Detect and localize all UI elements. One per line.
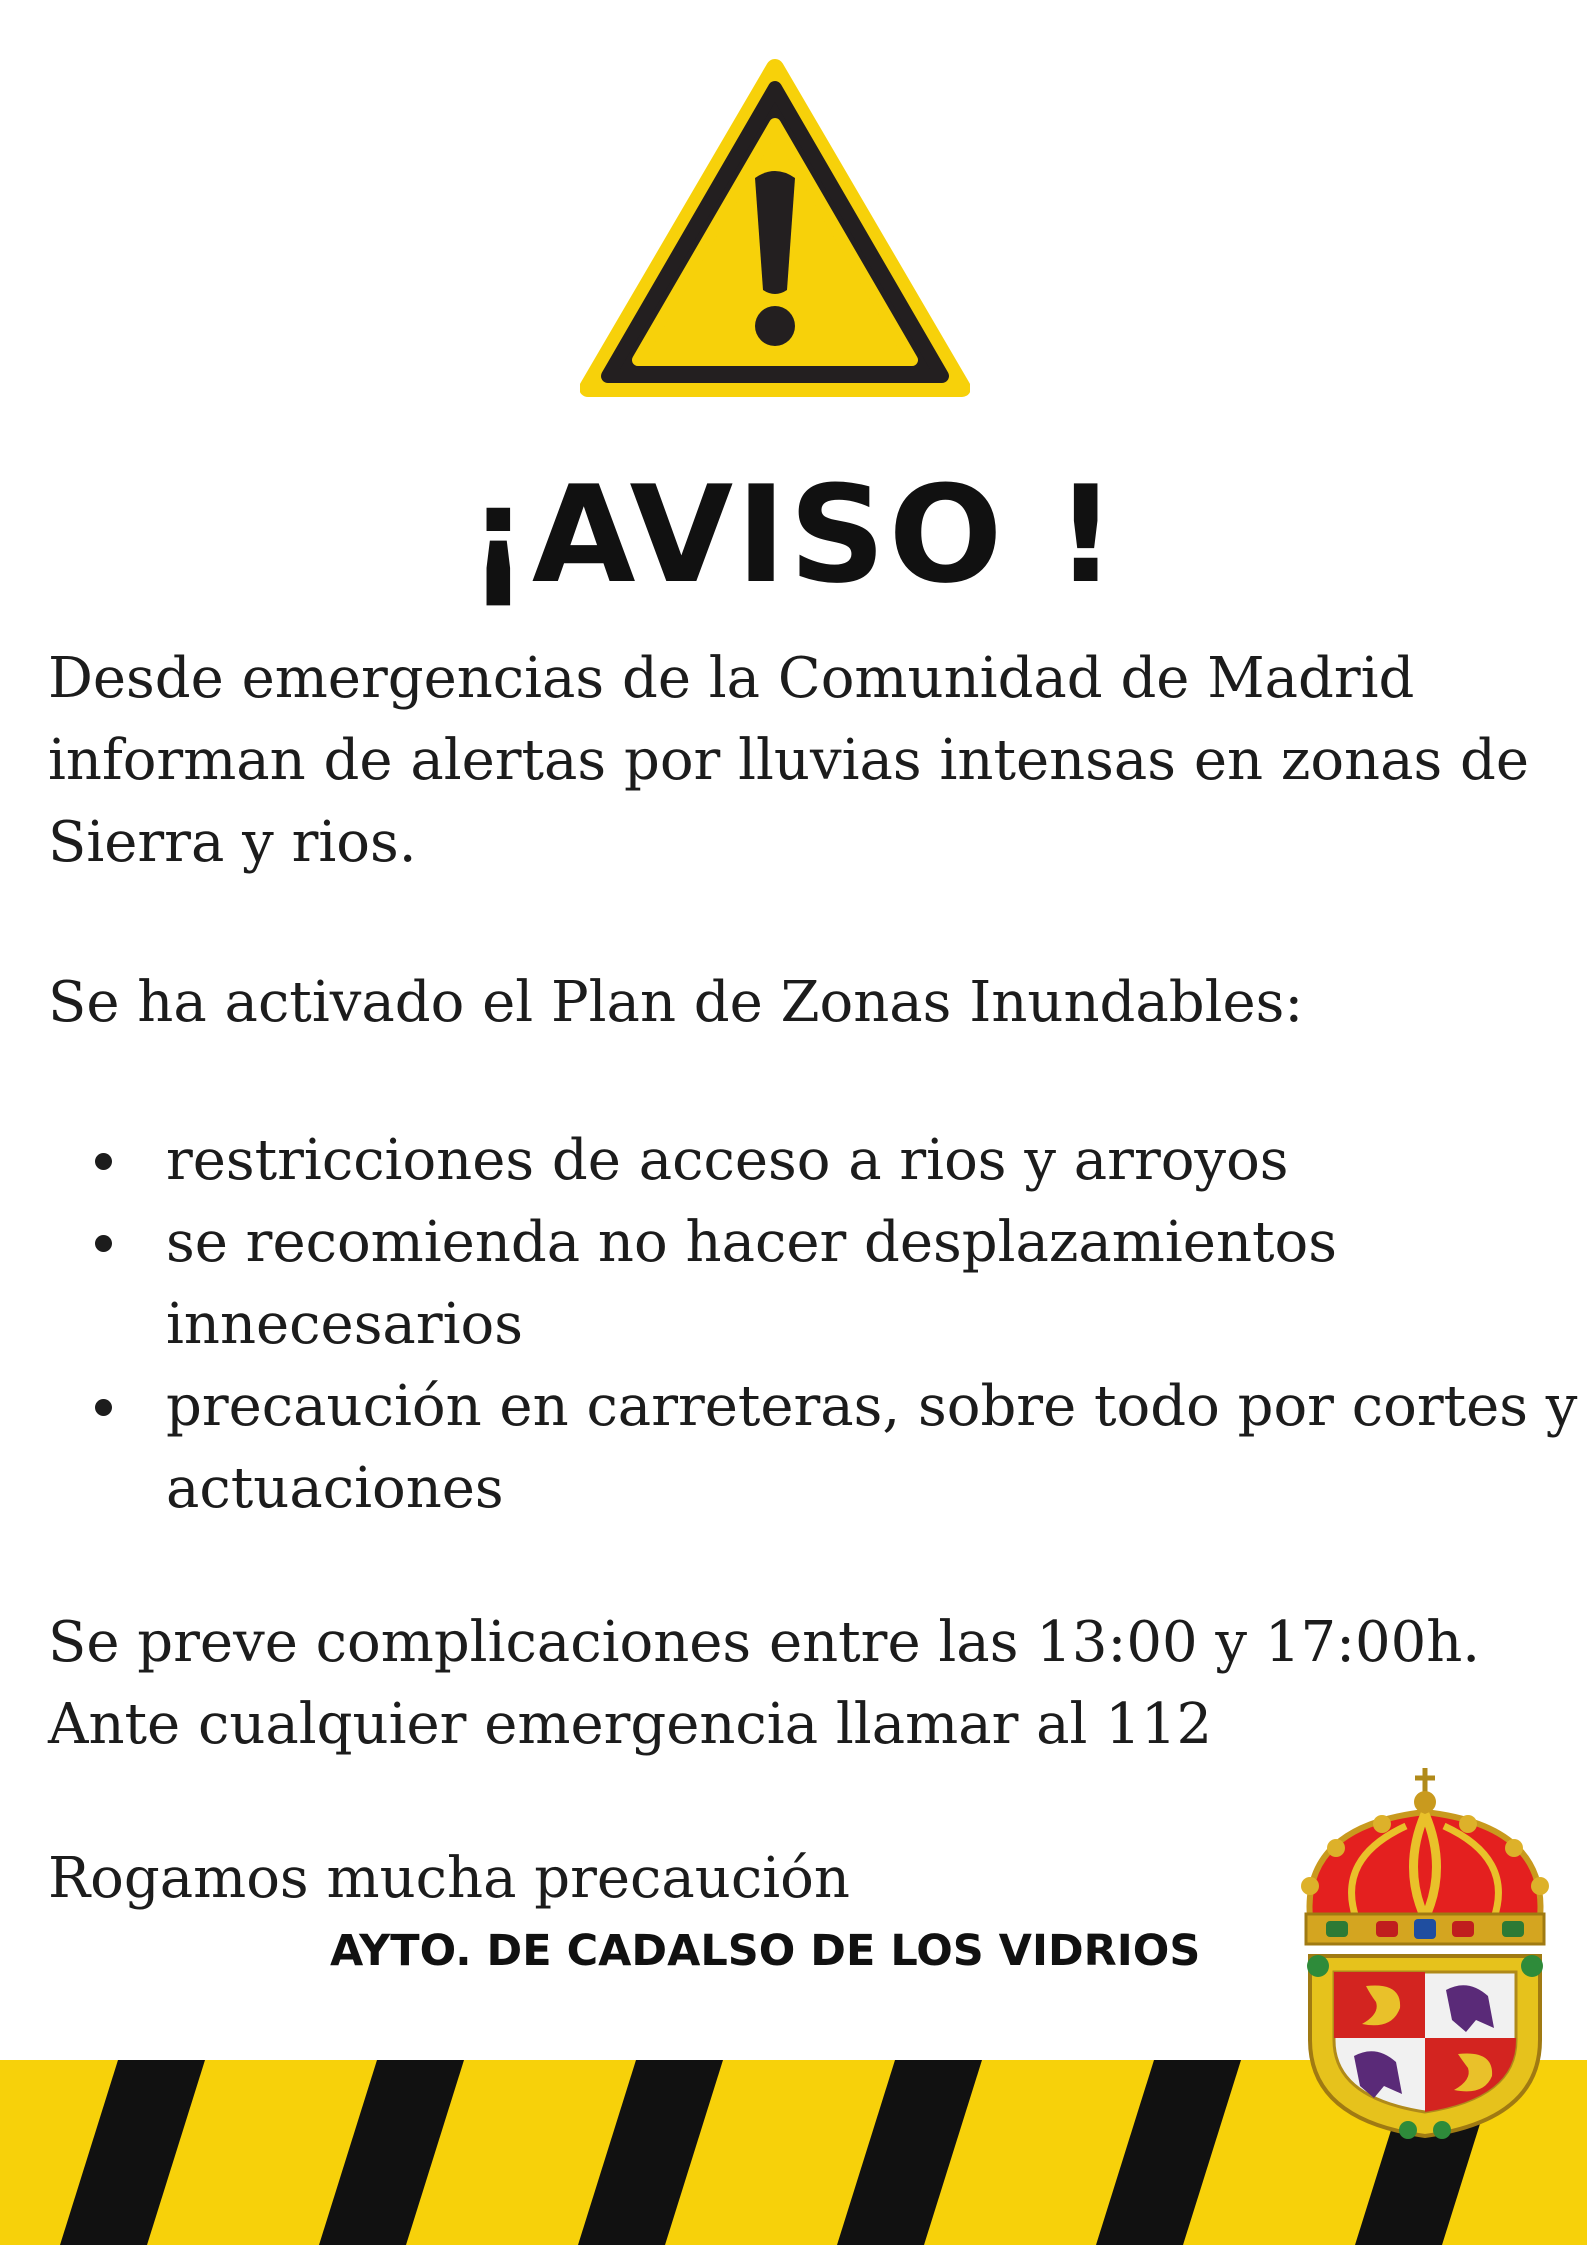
intro-line: Sierra y rios.	[48, 810, 417, 875]
list-item	[166, 1366, 1587, 1530]
warning-triangle-icon	[580, 58, 970, 403]
list-item-text: innecesarios	[166, 1292, 523, 1357]
municipal-coat-of-arms	[1296, 1768, 1554, 2140]
intro-line: Desde emergencias de la Comunidad de Madrid	[48, 646, 1415, 711]
intro-paragraph	[48, 638, 1548, 884]
plan-statement: Se ha activado el Plan de Zonas Inundables:	[48, 970, 1304, 1035]
list-item	[166, 1202, 1587, 1366]
list-item-text: precaución en carreteras, sobre todo por cortes y	[166, 1374, 1578, 1439]
list-item-text: restricciones de acceso a rios y arroyos	[166, 1128, 1289, 1193]
notice-heading: ¡AVISO !	[467, 457, 1120, 613]
closing-text: Rogamos mucha precaución	[48, 1846, 850, 1911]
signature: AYTO. DE CADALSO DE LOS VIDRIOS	[330, 1926, 1201, 1976]
intro-line: informan de alertas por lluvias intensas en zonas de	[48, 728, 1530, 793]
list-item	[166, 1120, 1587, 1202]
emergency-line: Ante cualquier emergencia llamar al 112	[48, 1692, 1213, 1757]
list-item-text: se recomienda no hacer desplazamientos	[166, 1210, 1337, 1275]
measures-list	[48, 1120, 1587, 1530]
list-item-text: actuaciones	[166, 1456, 504, 1521]
times-paragraph	[48, 1602, 1548, 1766]
times-line: Se preve complicaciones entre las 13:00 y 17:00h.	[48, 1610, 1481, 1675]
